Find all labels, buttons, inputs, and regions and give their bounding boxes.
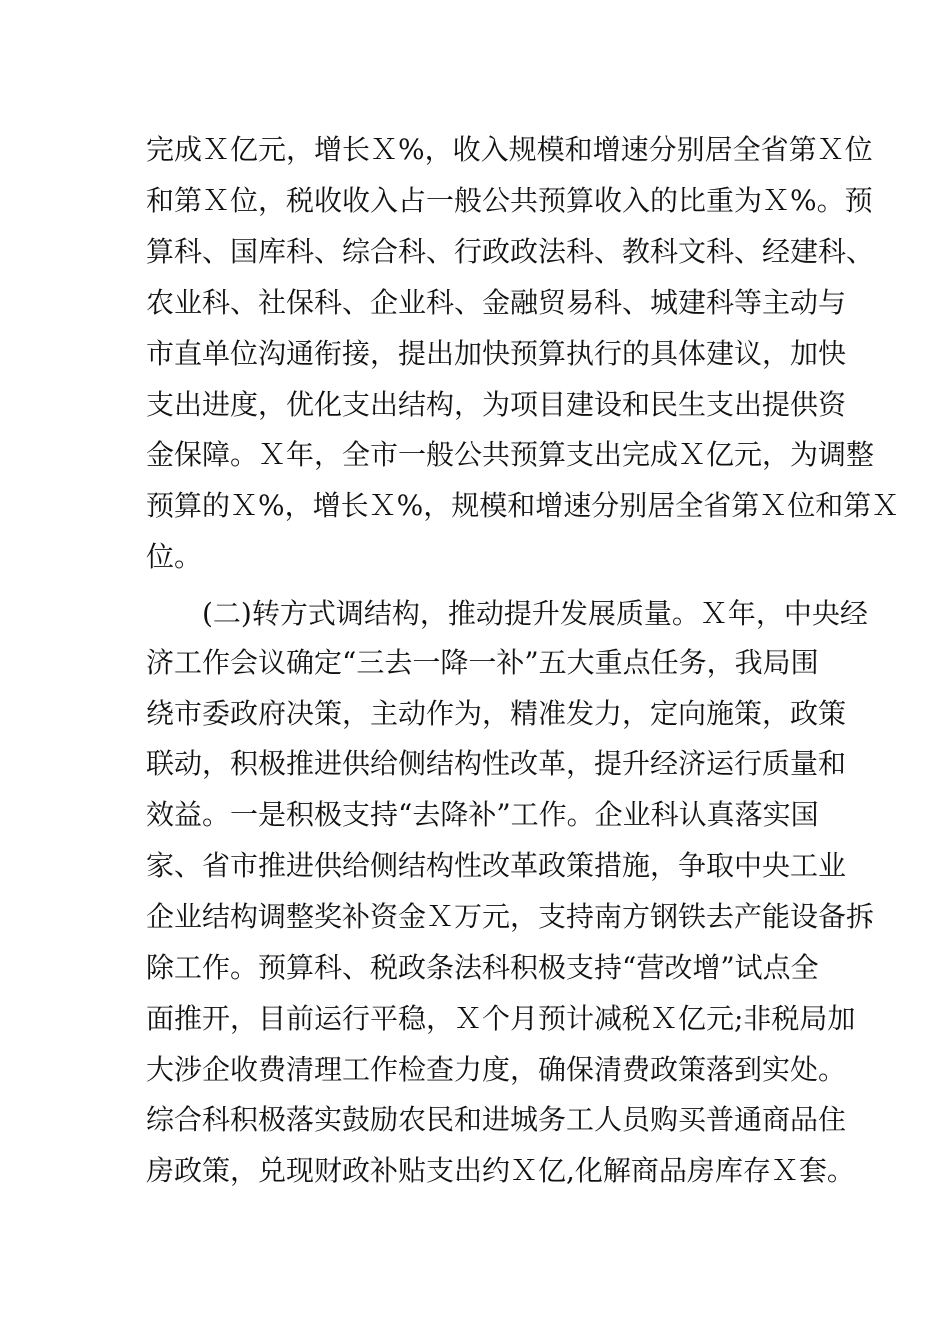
paragraph-1-line-6: 支出进度，优化支出结构，为项目建设和民生支出提供资 — [146, 388, 847, 421]
paragraph-1-line-9: 位。 — [146, 540, 203, 573]
paragraph-2-line-10: 大涉企收费清理工作检查力度，确保清费政策落到实处。 — [146, 1053, 847, 1086]
paragraph-2-line-9: 面推开，目前运行平稳，Ｘ个月预计减税Ｘ亿元;非税局加 — [146, 1002, 856, 1035]
paragraph-2-line-12: 房政策，兑现财政补贴支出约Ｘ亿,化解商品房库存Ｘ套。 — [146, 1154, 855, 1187]
paragraph-2-line-8: 除工作。预算科、税政条法科积极支持“营改增”试点全 — [146, 951, 819, 984]
paragraph-2-line-7: 企业结构调整奖补资金Ｘ万元，支持南方钢铁去产能设备拆 — [146, 900, 875, 933]
paragraph-1-line-5: 市直单位沟通衔接，提出加快预算执行的具体建议，加快 — [146, 337, 847, 370]
paragraph-2-line-11: 综合科积极落实鼓励农民和进城务工人员购买普通商品住 — [146, 1103, 847, 1136]
paragraph-2-line-4: 联动，积极推进供给侧结构性改革，提升经济运行质量和 — [146, 747, 847, 780]
paragraph-1-line-3: 算科、国库科、综合科、行政政法科、教科文科、经建科、 — [146, 235, 875, 268]
paragraph-2-line-5: 效益。一是积极支持“去降补”工作。企业科认真落实国 — [146, 798, 819, 831]
paragraph-1-line-8: 预算的Ｘ%，增长Ｘ%，规模和增速分别居全省第Ｘ位和第Ｘ — [146, 489, 900, 522]
paragraph-1-line-1: 完成Ｘ亿元，增长Ｘ%，收入规模和增速分别居全省第Ｘ位 — [146, 133, 873, 166]
paragraph-2-line-6: 家、省市推进供给侧结构性改革政策措施，争取中央工业 — [146, 849, 847, 882]
paragraph-2-line-2: 济工作会议确定“三去一降一补”五大重点任务，我局围 — [146, 646, 819, 679]
paragraph-1-line-4: 农业科、社保科、企业科、金融贸易科、城建科等主动与 — [146, 286, 847, 319]
paragraph-1-line-7: 金保障。Ｘ年，全市一般公共预算支出完成Ｘ亿元，为调整 — [146, 438, 875, 471]
paragraph-2-line-1: (二)转方式调结构，推动提升发展质量。Ｘ年，中央经 — [202, 597, 868, 630]
paragraph-2-line-3: 绕市委政府决策，主动作为，精准发力，定向施策，政策 — [146, 697, 847, 730]
paragraph-1-line-2: 和第Ｘ位，税收收入占一般公共预算收入的比重为Ｘ%。预 — [146, 184, 873, 217]
